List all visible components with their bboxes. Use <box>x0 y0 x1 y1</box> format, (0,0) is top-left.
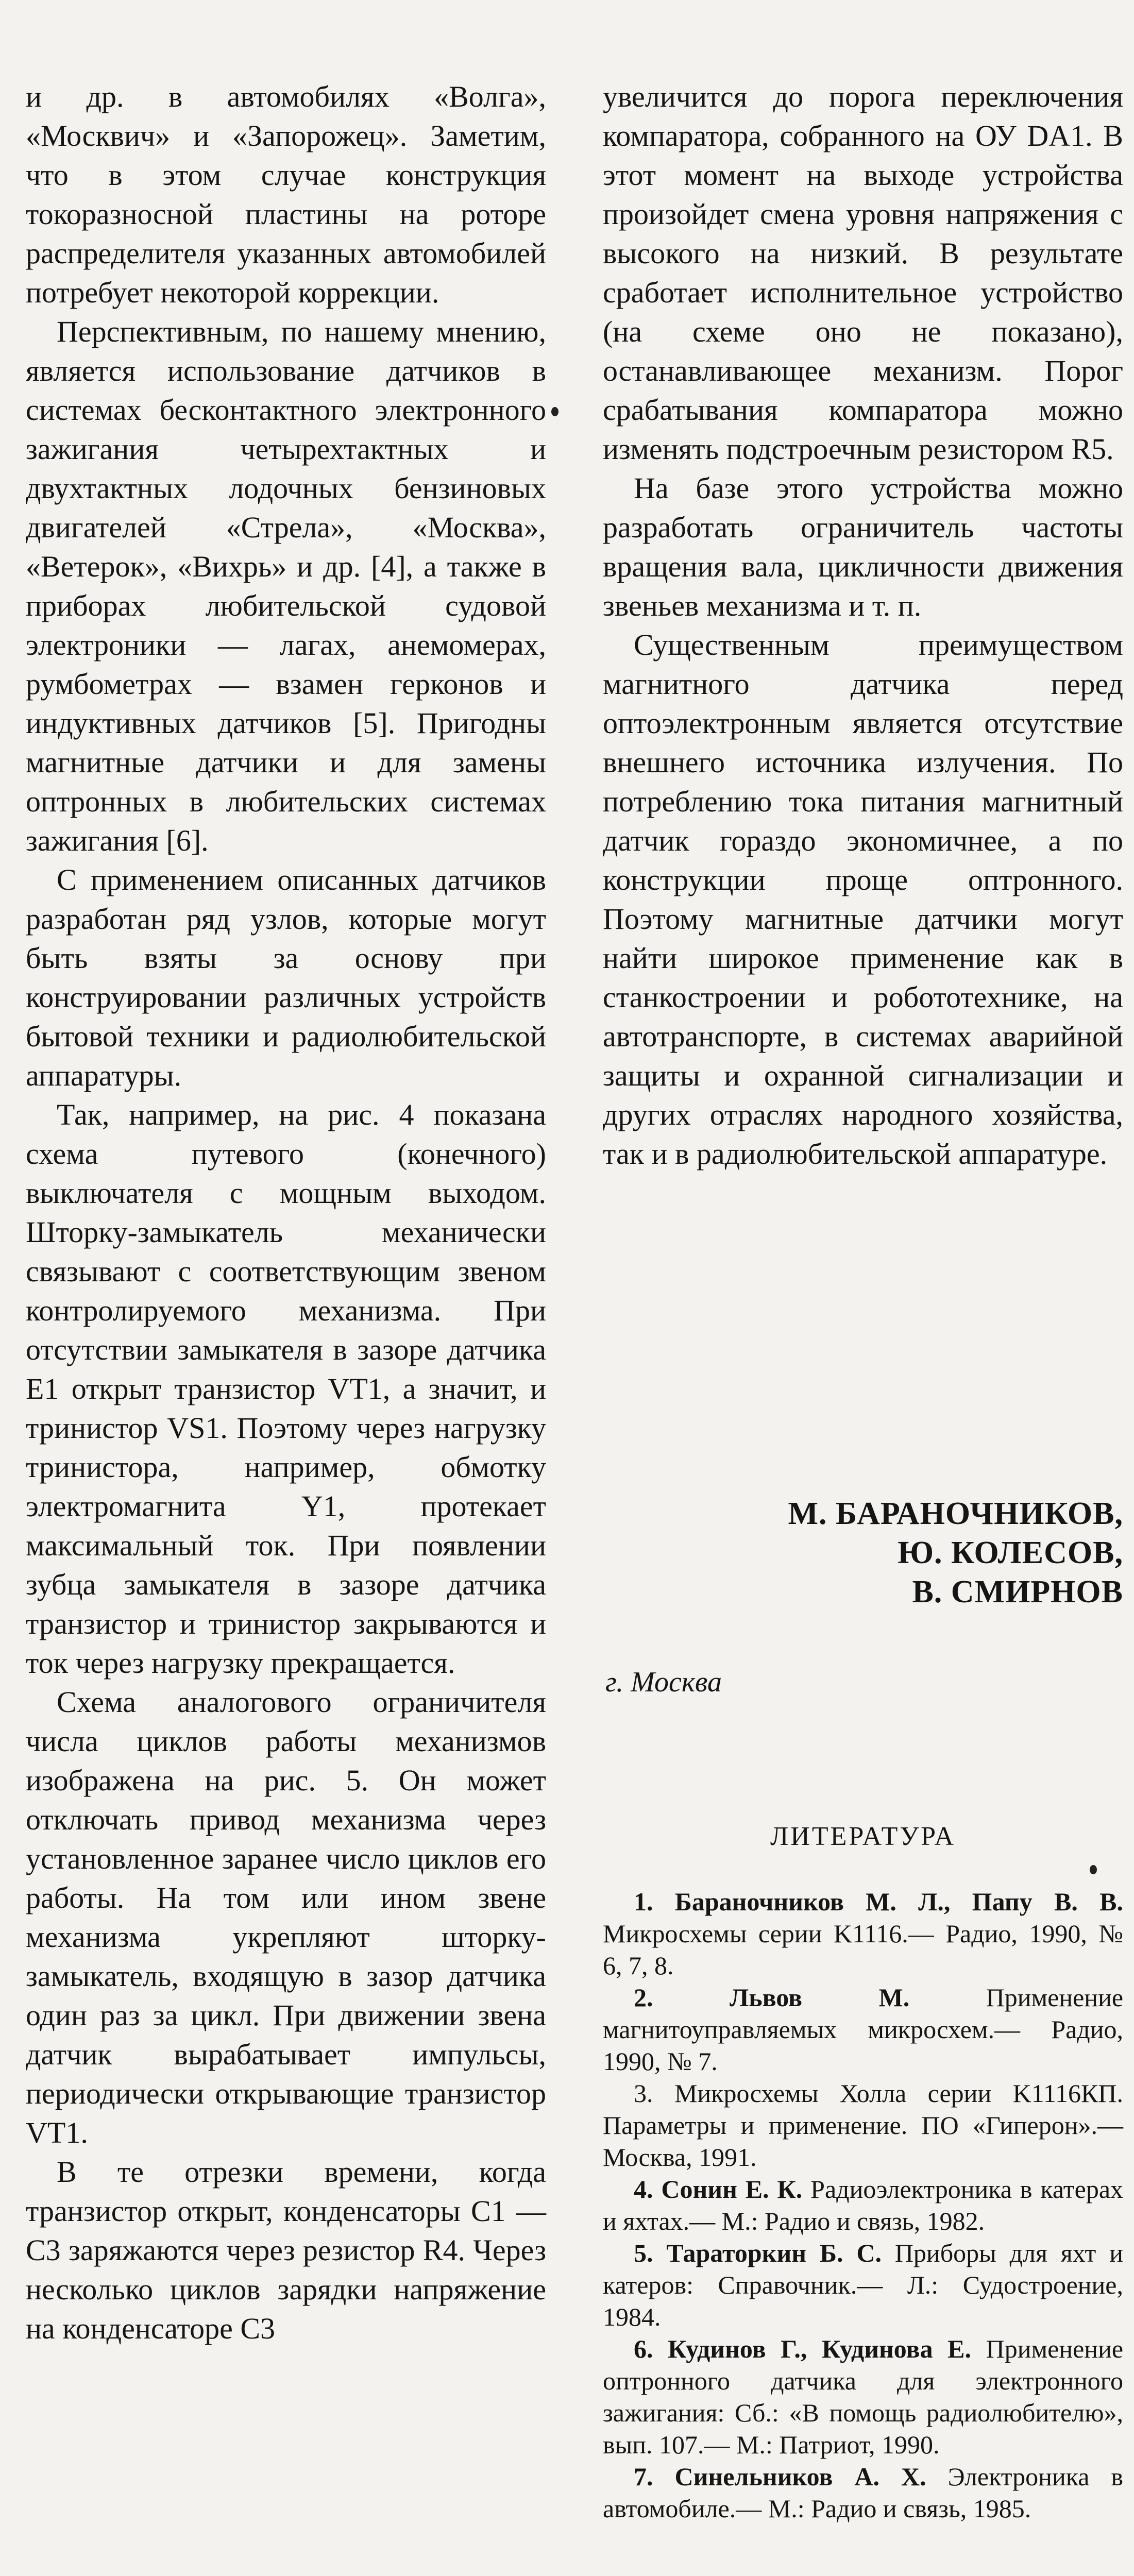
left-column <box>26 77 546 2348</box>
reference-item <box>603 2173 1123 2237</box>
paragraph: Так, например, на рис. 4 показана схема путевого (конечного) выключателя с мощным выходом. Шторку-замыкатель механически связывают с соответствующим звеном контролируемого механизма. При отсутствии замыкателя в зазоре датчика E1 открыт транзистор VT1, а значит, и тринистор VS1. Поэтому через нагрузку тринистора, например, обмотку электромагнита Y1, протекает максимальный ток. При появлении зубца замыкателя в зазоре датчика транзистор и тринистор закрываются и ток через нагрузку прекращается. <box>26 1098 546 1680</box>
reference-item <box>603 1886 1123 1981</box>
author-name: Ю. КОЛЕСОВ, <box>898 1535 1123 1570</box>
reference-authors: 5. Тараторкин Б. С. <box>634 2239 882 2267</box>
references-heading: ЛИТЕРАТУРА <box>770 1822 956 1851</box>
reference-text: Приборы для яхт и катеров: Справочник.— Л.: Судостроение, 1984. <box>603 2239 1124 2331</box>
author-name: В. СМИРНОВ <box>912 1574 1123 1609</box>
paragraph: увеличится до порога переключения компаратора, собранного на ОУ DA1. В этот момент на выходе устройства произойдет смена уровня напряжения с высокого на низкий. В результате сработает исполнительное устройство (на схеме оно не показано), останавливающее механизм. Порог срабатывания компаратора можно изменять подстроечным резистором R5. <box>603 80 1123 466</box>
reference-item <box>603 2461 1123 2524</box>
reference-item <box>603 2333 1123 2461</box>
paragraph: На базе этого устройства можно разработать ограничитель частоты вращения вала, цикличности движения звеньев механизма и т. п. <box>603 471 1123 622</box>
print-speck <box>1090 1865 1097 1874</box>
reference-authors: 2. Львов М. <box>634 1983 910 2012</box>
references-list <box>603 1886 1123 2524</box>
right-column <box>603 77 1123 1174</box>
paragraph: Существенным преимуществом магнитного датчика перед оптоэлектронным является отсутствие внешнего источника излучения. По потреблению тока питания магнитный датчик гораздо экономичнее, а по конструкции проще оптронного. Поэтому магнитные датчики могут найти широкое применение как в станкостроении и робототехнике, на автотранспорте, в системах аварийной защиты и охранной сигнализации и других отраслях народного хозяйства, так и в радиолюбительской аппаратуре. <box>603 628 1123 1171</box>
reference-text: Радиоэлектроника в катерах и яхтах.— М.: Радио и связь, 1982. <box>603 2175 1124 2235</box>
author-signature <box>603 1494 1123 1612</box>
paragraph: С применением описанных датчиков разработан ряд узлов, которые могут быть взяты за основу при конструировании различных устройств бытовой техники и радиолюбительской аппаратуры. <box>26 863 546 1092</box>
reference-item <box>603 2237 1123 2333</box>
paragraph: Схема аналогового ограничителя числа циклов работы механизмов изображена на рис. 5. Он может отключать привод механизма через установленное заранее число циклов его работы. На том или ином звене механизма укрепляют шторку-замыкатель, входящую в зазор датчика один раз за цикл. При движении звена датчик вырабатывает импульсы, периодически открывающие транзистор VT1. <box>26 1685 546 2149</box>
paragraph: В те отрезки времени, когда транзистор открыт, конденсаторы C1 — C3 заряжаются через резистор R4. Через несколько циклов зарядки напряжение на конденсаторе C3 <box>26 2155 546 2345</box>
author-name: М. БАРАНОЧНИКОВ, <box>788 1496 1123 1531</box>
reference-authors: 6. Кудинов Г., Кудинова Е. <box>634 2334 972 2363</box>
reference-authors: 4. Сонин Е. К. <box>634 2175 803 2204</box>
reference-authors: 1. Бараночников М. Л., Папу В. В. <box>634 1887 1123 1916</box>
reference-item <box>603 1981 1123 2077</box>
reference-item <box>603 2077 1123 2173</box>
reference-authors: 7. Синельников А. Х. <box>634 2462 926 2491</box>
reference-text: Применение магнитоуправляемых микросхем.— Радио, 1990, № 7. <box>603 1983 1124 2076</box>
reference-text: 3. Микросхемы Холла серии K1116КП. Параметры и применение. ПО «Гиперон».— Москва, 1991. <box>603 2079 1123 2172</box>
reference-text: Применение оптронного датчика для электронного зажигания: Сб.: «В помощь радиолюбителю», вып. 107.— М.: Патриот, 1990. <box>603 2334 1124 2459</box>
reference-text: Микросхемы серии K1116.— Радио, 1990, № 6, 7, 8. <box>603 1919 1123 1980</box>
paragraph: и др. в автомобилях «Волга», «Москвич» и «Запорожец». Заметим, что в этом случае конструкция токоразносной пластины на роторе распределителя указанных автомобилей потребует некоторой коррекции. <box>26 80 546 309</box>
reference-text: Электроника в автомобиле.— М.: Радио и связь, 1985. <box>603 2462 1124 2523</box>
paragraph: Перспективным, по нашему мнению, является использование датчиков в системах бесконтактного электронного зажигания четырехтактных и двухтактных лодочных бензиновых двигателей «Стрела», «Москва», «Ветерок», «Вихрь» и др. [4], а также в приборах любительской судовой электроники — лагах, анемомерах, румбометрах — взамен герконов и индуктивных датчиков [5]. Пригодны магнитные датчики и для замены оптронных в любительских системах зажигания [6]. <box>26 315 546 857</box>
print-speck <box>551 407 558 416</box>
city-line: г. Москва <box>605 1666 722 1698</box>
